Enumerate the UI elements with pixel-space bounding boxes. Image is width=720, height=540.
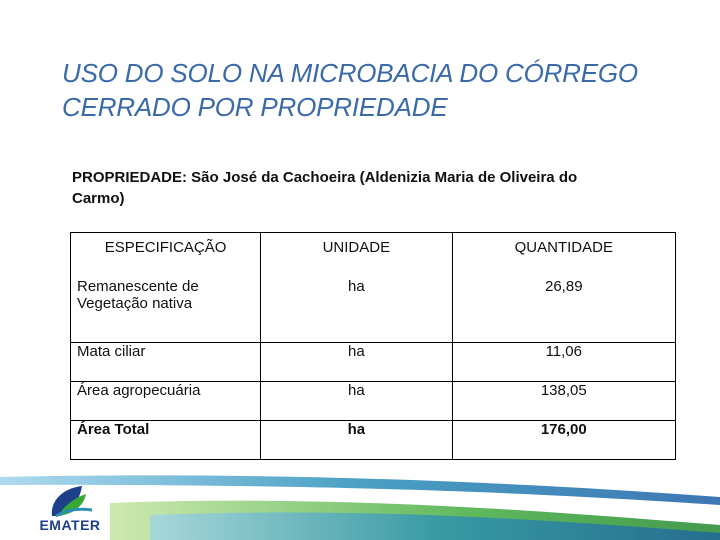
- table-row: [71, 343, 676, 382]
- land-use-table: [70, 232, 676, 460]
- slide-title: USO DO SOLO NA MICROBACIA DO CÓRREGO CERRADO POR PROPRIEDADE: [62, 58, 638, 122]
- row-unit: ha: [261, 278, 452, 343]
- table-row: [71, 382, 676, 421]
- header-especificacao: ESPECIFICAÇÃO: [71, 233, 261, 279]
- row-quantity: 176,00: [452, 421, 675, 460]
- row-quantity: 11,06: [452, 343, 675, 382]
- row-quantity: 26,89: [452, 278, 675, 343]
- table-row: [71, 278, 676, 343]
- header-quantidade: QUANTIDADE: [452, 233, 675, 279]
- row-name: Área agropecuária: [71, 382, 261, 421]
- table-row-total: [71, 421, 676, 460]
- row-unit: ha: [261, 421, 452, 460]
- row-quantity: 138,05: [452, 382, 675, 421]
- row-name: Remanescente de Vegetação nativa: [71, 278, 261, 343]
- header-unidade: UNIDADE: [261, 233, 452, 279]
- property-label: PROPRIEDADE: São José da Cachoeira (Aldenizia Maria de Oliveira do Carmo): [72, 169, 578, 207]
- logo-text: EMATER: [39, 517, 101, 533]
- row-unit: ha: [261, 382, 452, 421]
- row-name: Mata ciliar: [71, 343, 261, 382]
- row-unit: ha: [261, 343, 452, 382]
- table-header-row: [71, 233, 676, 279]
- row-name: Área Total: [71, 421, 261, 460]
